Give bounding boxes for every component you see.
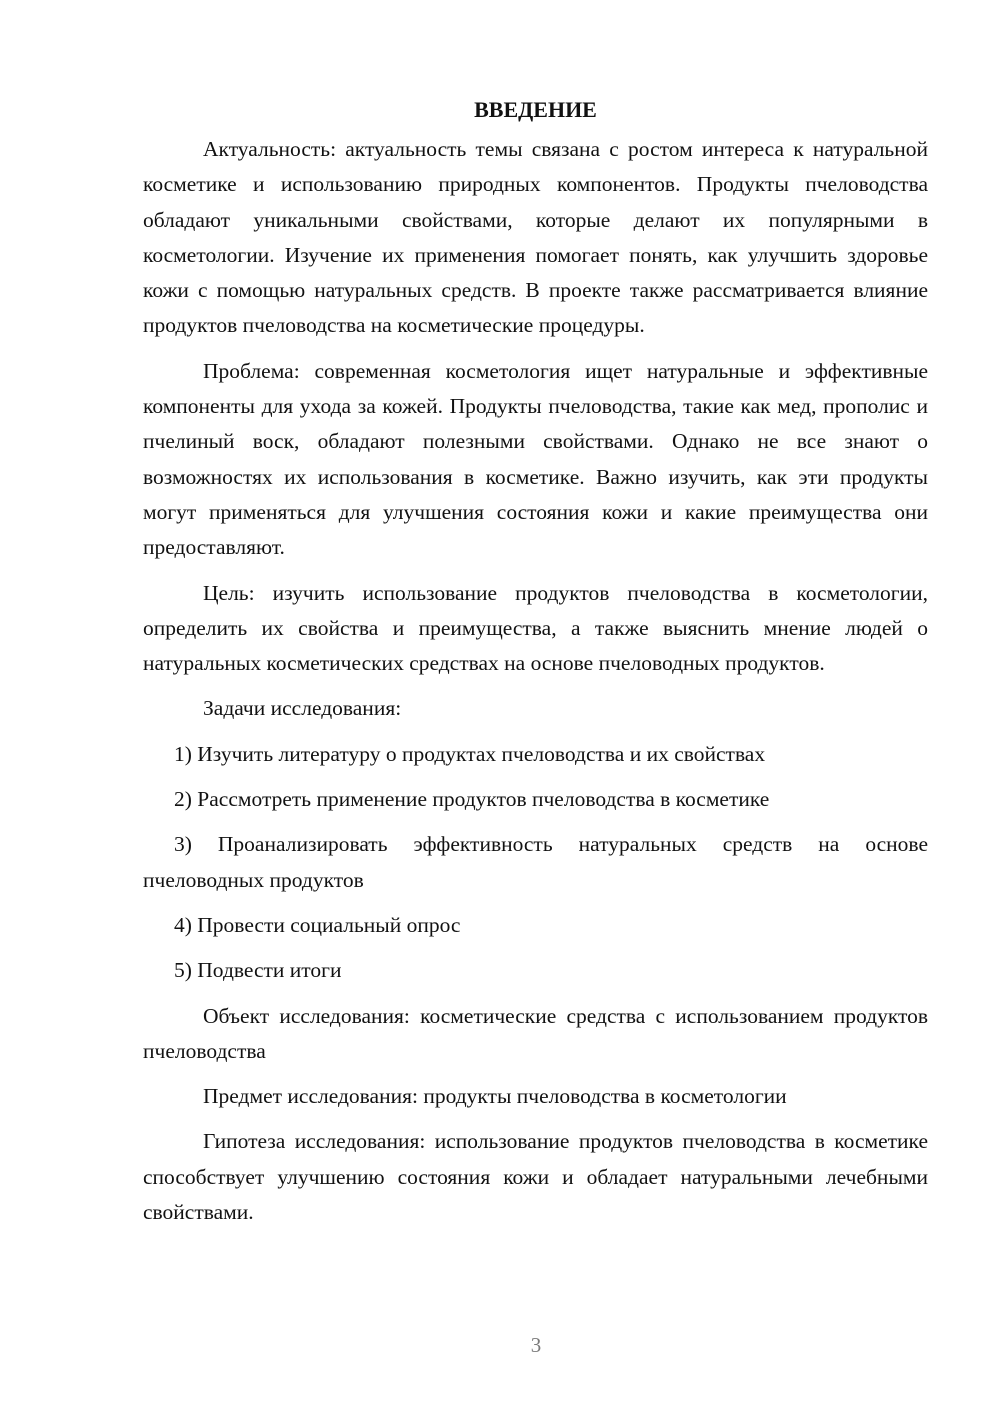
paragraph-object: Объект исследования: косметические средства с использованием продуктов пчеловодства <box>143 1003 928 1063</box>
document-page <box>143 92 928 1240</box>
paragraph-subject: Предмет исследования: продукты пчеловодства в косметологии <box>203 1084 787 1109</box>
paragraph-hypothesis: Гипотеза исследования: использование продуктов пчеловодства в косметике способствует улучшению состояния кожи и обладает натуральными лечебными свойствами. <box>143 1129 928 1225</box>
paragraph-problem: Проблема: современная косметология ищет натуральные и эффективные компоненты для ухода за кожей. Продукты пчеловодства, такие как мед, прополис и пчелиный воск, обладают полезными свойствами. Однако не все знают о возможностях их использования в косметике. Важно изучить, как эти продукты могут применяться для улучшения состояния кожи и какие преимущества они предоставляют. <box>143 358 928 560</box>
task-item-1: 1) Изучить литературу о продуктах пчеловодства и их свойствах <box>174 741 766 766</box>
paragraph-relevance: Актуальность: актуальность темы связана с ростом интереса к натуральной косметике и использованию природных компонентов. Продукты пчеловодства обладают уникальными свойствами, которые делают их популярными в косметологии. Изучение их применения помогает понять, как улучшить здоровье кожи с помощью натуральных средств. В проекте также рассматривается влияние продуктов пчеловодства на косметические процедуры. <box>143 137 928 338</box>
task-item-5: 5) Подвести итоги <box>174 958 342 983</box>
task-item-2: 2) Рассмотреть применение продуктов пчеловодства в косметике <box>174 787 770 812</box>
paragraph-goal: Цель: изучить использование продуктов пчеловодства в косметологии, определить их свойства и преимущества, а также выяснить мнение людей о натуральных косметических средствах на основе пчеловодных продуктов. <box>143 580 928 676</box>
page-number: 3 <box>530 1333 542 1357</box>
task-item-4: 4) Провести социальный опрос <box>174 912 461 937</box>
tasks-heading: Задачи исследования: <box>203 696 402 721</box>
task-item-3: 3) Проанализировать эффективность натуральных средств на основе пчеловодных продуктов <box>143 832 928 892</box>
section-title: ВВЕДЕНИЕ <box>474 97 597 122</box>
